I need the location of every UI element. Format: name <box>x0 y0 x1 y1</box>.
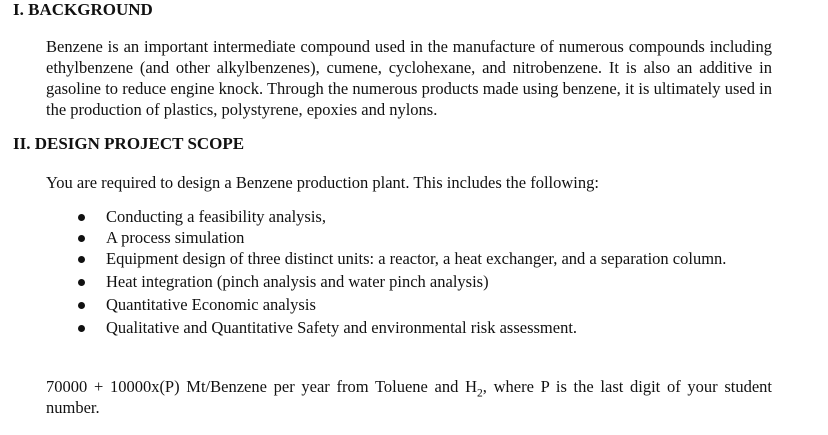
list-item-text: Equipment design of three distinct units: a reactor, a heat exchanger, and a separation column. <box>106 249 727 268</box>
bullet-icon <box>78 214 85 221</box>
capacity-subscript: 2 <box>477 387 483 400</box>
capacity-text-end: , where P is the last digit of your student number. <box>46 377 773 417</box>
list-item <box>46 206 772 227</box>
list-item-text: Qualitative and Quantitative Safety and environmental risk assessment. <box>106 318 578 337</box>
list-item <box>46 317 772 338</box>
list-item <box>46 294 772 315</box>
section-heading-background: I. BACKGROUND <box>13 0 153 19</box>
list-item <box>46 248 772 269</box>
list-item-text: Heat integration (pinch analysis and water pinch analysis) <box>106 272 489 291</box>
background-paragraph: Benzene is an important intermediate compound used in the manufacture of numerous compounds including ethylbenzene (and other alkylbenzenes), cumene, cyclohexane, and nitrobenzene. It is also an additive in gasoline to reduce engine knock. Through the numerous products made using benzene, it is ultimately used in the production of plastics, polystyrene, epoxies and nylons. <box>46 37 772 119</box>
list-item <box>46 227 772 248</box>
list-item-text: Conducting a feasibility analysis, <box>106 207 326 226</box>
scope-list <box>46 206 772 338</box>
bullet-icon <box>78 325 85 332</box>
bullet-icon <box>78 256 85 263</box>
bullet-icon <box>78 235 85 242</box>
capacity-text-start: 70000 + 10000x(P) Mt/Benzene per year from Toluene and H <box>46 377 477 396</box>
section-heading-scope: II. DESIGN PROJECT SCOPE <box>13 134 245 153</box>
list-item <box>46 271 772 292</box>
bullet-icon <box>78 279 85 286</box>
scope-intro: You are required to design a Benzene production plant. This includes the following: <box>46 173 599 192</box>
bullet-icon <box>78 302 85 309</box>
list-item-text: Quantitative Economic analysis <box>106 295 316 314</box>
capacity-statement <box>46 376 772 418</box>
list-item-text: A process simulation <box>106 228 245 247</box>
